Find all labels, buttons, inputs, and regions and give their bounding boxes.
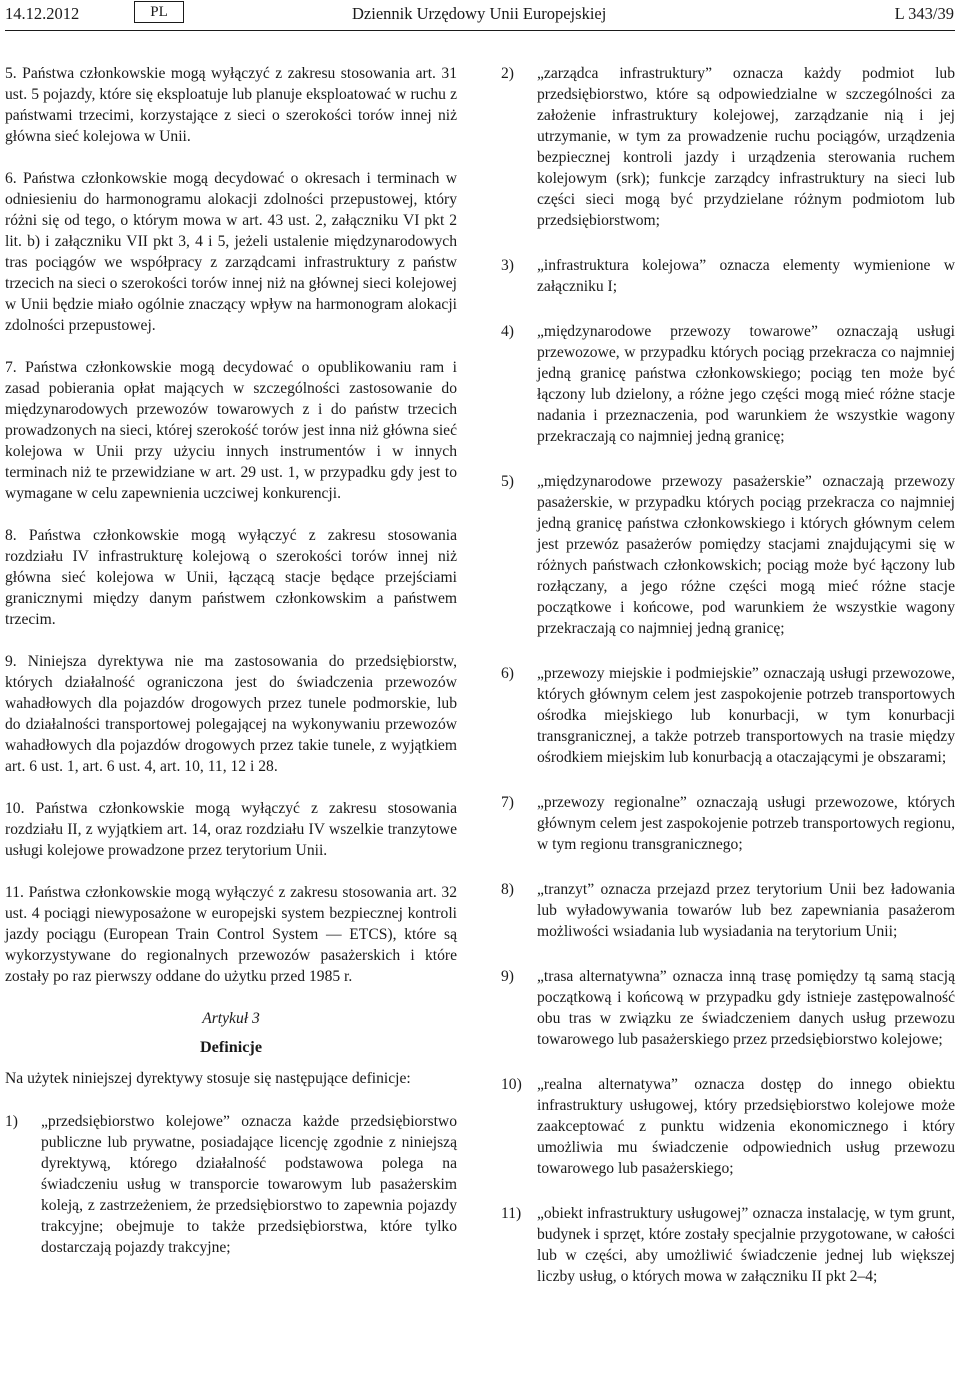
definition-item <box>501 321 955 447</box>
journal-title: Dziennik Urzędowy Unii Europejskiej <box>352 4 607 23</box>
definition-text: „międzynarodowe przewozy towarowe” oznaczają usługi przewozowe, w przypadku których pociąg przekracza co najmniej jedną granicę państwa członkowskiego; pociąg ten może być łączony lub dzielony, a różne jego części mogą mieć różne stacje nadania i przeznaczenia, pod warunkiem że wszystkie wagony przekraczają co najmniej jedną granicę; <box>537 323 955 445</box>
definition-number: 4) <box>501 323 514 340</box>
definition-text: „infrastruktura kolejowa” oznacza elementy wymienione w załączniku I; <box>537 257 955 295</box>
definition-number: 11) <box>501 1205 522 1222</box>
right-column <box>501 63 955 1311</box>
definition-item <box>501 255 955 297</box>
paragraph-6: 6. Państwa członkowskie mogą decydować o okresach i terminach w odniesieniu do harmonogramu alokacji zdolności przepustowej, który różni się od tego, o którym mowa w art. 43 ust. 2, załączniku VI pkt 2 lit. b) i załączniku VII pkt 3, 4 i 5, jeżeli ustalenie międzynarodowych tras pociągów we współpracy z zarządcami infrastruktury z państw trzecich na sieci o szerokości torów innej niż na głównej sieci kolejowej w Unii będzie miało ogólnie znaczący wpływ na harmonogram alokacji zdolności przepustowej. <box>5 170 457 334</box>
definition-item <box>501 1203 955 1287</box>
definition-number: 3) <box>501 257 514 274</box>
definition-text: „przewozy regionalne” oznaczają usługi przewozowe, których głównym celem jest zaspokojenie potrzeb transportowych regionu, w tym regionu transgranicznego; <box>537 794 955 853</box>
page-number: L 343/39 <box>894 4 954 23</box>
definition-number: 6) <box>501 665 514 682</box>
definition-item <box>501 879 955 942</box>
definition-text: „tranzyt” oznacza przejazd przez terytorium Unii bez ładowania lub wyładowywania towarów lub bez zapewniania pasażerom możliwości wsiadania lub wysiadania na terytorium Unii; <box>537 881 955 940</box>
language-badge: PL <box>134 1 184 23</box>
definition-item <box>501 663 955 768</box>
article-title: Artykuł 3 <box>202 1010 260 1027</box>
page-header <box>0 0 960 34</box>
left-column <box>5 63 457 1279</box>
definition-number: 9) <box>501 968 514 985</box>
definition-text: „realna alternatywa” oznacza dostęp do innego obiektu infrastruktury usługowej, który przedsiębiorstwo kolejowe może zaakceptować z punktu widzenia ekonomicznego i który umożliwia mu świadczenie odpowiednich usług przewozu towarowego lub pasażerskiego; <box>537 1076 955 1177</box>
publication-date: 14.12.2012 <box>5 4 80 23</box>
definition-text: „przewozy miejskie i podmiejskie” oznaczają usługi przewozowe, których głównym celem jest zaspokojenie potrzeb transportowych ośrodka miejskiego lub konurbacji, w tym konurbacji transgranicznej, a także potrzeb transportowych na trasie między ośrodkiem miejskim lub konurbacją a otaczającymi je obszarami; <box>537 665 955 766</box>
definition-number: 10) <box>501 1076 522 1093</box>
definition-item <box>501 1074 955 1179</box>
definition-item <box>501 63 955 231</box>
definition-number: 8) <box>501 881 514 898</box>
definition-text: „międzynarodowe przewozy pasażerskie” oznaczają przewozy pasażerskie, w przypadku których pociąg przekracza co najmniej jedną granicę państwa członkowskiego i których głównym celem jest przewóz pasażerów pomiędzy stacjami znajdującymi się w różnych państwach członkowskich; pociąg może być łączony lub rozłączany, a jego różne części mogą mieć różne stacje początkowe i końcowe, pod warunkiem że wszystkie wagony przekraczają co najmniej jedną granicę; <box>537 473 955 637</box>
definition-number: 5) <box>501 473 514 490</box>
header-rule <box>5 30 955 31</box>
definition-item <box>501 792 955 855</box>
paragraph-10: 10. Państwa członkowskie mogą wyłączyć z zakresu stosowania rozdziału II, z wyjątkiem art. 14, oraz rozdziału IV wszelkie tranzytowe usługi kolejowe prowadzone przez terytorium Unii. <box>5 800 457 859</box>
paragraph-5: 5. Państwa członkowskie mogą wyłączyć z zakresu stosowania art. 31 ust. 5 pojazdy, które się eksploatuje lub planuje eksploatować w ruchu z państwami trzecimi, korzystające z sieci o szerokości torów innej niż główna sieć kolejowa w Unii. <box>5 65 457 145</box>
paragraph-11: 11. Państwa członkowskie mogą wyłączyć z zakresu stosowania art. 32 ust. 4 pociągi niewyposażone w europejski system bezpiecznej kontroli jazdy pociągu (European Train Control System — ETCS), które są wykorzystywane do regionalnych przewozów pasażerskich i które zostały po raz pierwszy oddane do użytku przed 1985 r. <box>5 884 457 985</box>
paragraph-9: 9. Niniejsza dyrektywa nie ma zastosowania do przedsiębiorstw, których działalność ograniczona jest do świadczenia przewozów wahadłowych dla pojazdów drogowych przez tunele podmorskie, lub do działalności transportowej polegającej na wykonywaniu przewozów wahadłowych dla pojazdów drogowych przez takie tunele, z wyjątkiem art. 6 ust. 1, art. 6 ust. 4, art. 10, 11, 12 i 28. <box>5 653 457 775</box>
definition-text: „przedsiębiorstwo kolejowe” oznacza każde przedsiębiorstwo publiczne lub prywatne, posiadające licencję zgodnie z niniejszą dyrektywą, którego działalność podstawowa polega na świadczeniu usług w transporcie towarowym lub pasażerskim koleją, z zastrzeżeniem, że przedsiębiorstwo to zapewnia pojazdy trakcyjne; obejmuje to także przedsiębiorstwa, które tylko dostarczają pojazdy trakcyjne; <box>41 1113 457 1256</box>
definition-number: 1) <box>5 1113 18 1130</box>
definitions-intro: Na użytek niniejszej dyrektywy stosuje się następujące definicje: <box>5 1070 411 1087</box>
definition-number: 7) <box>501 794 514 811</box>
definition-item <box>501 471 955 639</box>
definition-number: 2) <box>501 65 514 82</box>
definition-item <box>501 966 955 1050</box>
paragraph-7: 7. Państwa członkowskie mogą decydować o opublikowaniu ram i zasad pobierania opłat mających w szczególności zastosowanie do międzynarodowych przewozów towarowych z i do państw trzecich prowadzonych na sieci, której szerokość torów jest inna niż główna sieć kolejowa w Unii przy użyciu innych instrumentów i w innych terminach niż te przewidziane w art. 29 ust. 1, w przypadku gdy jest to wymagane w celu zapewnienia uczciwej konkurencji. <box>5 359 457 502</box>
definition-text: „obiekt infrastruktury usługowej” oznacza instalację, w tym grunt, budynek i sprzęt, które zostały specjalnie przygotowane, w całości lub w części, aby umożliwić świadczenie jednej lub większej liczby usług, o których mowa w załączniku II pkt 2–4; <box>537 1205 955 1285</box>
definition-text: „zarządca infrastruktury” oznacza każdy podmiot lub przedsiębiorstwo, które są odpowiedzialne w szczególności za założenie infrastruktury kolejowej, zarządzanie nią i jej utrzymanie, w tym za prowadzenie ruchu pociągów, urządzenia bezpiecznej kontroli jazdy i urządzenia sterowania ruchem kolejowym (srk); funkcje zarządcy infrastruktury na sieci lub części sieci mogą być przydzielane różnym podmiotom lub przedsiębiorstwom; <box>537 65 955 229</box>
article-heading: Definicje <box>199 1038 263 1056</box>
definition-text: „trasa alternatywna” oznacza inną trasę pomiędzy tą samą stacją początkową i końcową w przypadku gdy istnieje zastępowalność obu tras w związku ze świadczeniem danych usług przewozu towarowego lub pasażerskiego przez przedsiębiorstwo kolejowe; <box>537 968 955 1048</box>
paragraph-8: 8. Państwa członkowskie mogą wyłączyć z zakresu stosowania rozdziału IV infrastrukturę kolejową o szerokości torów innej niż główna sieć kolejowa w Unii, łączącą stacje będące przejściami granicznymi między danym państwem członkowskim a państwem trzecim. <box>5 527 457 628</box>
definition-item <box>5 1111 457 1258</box>
